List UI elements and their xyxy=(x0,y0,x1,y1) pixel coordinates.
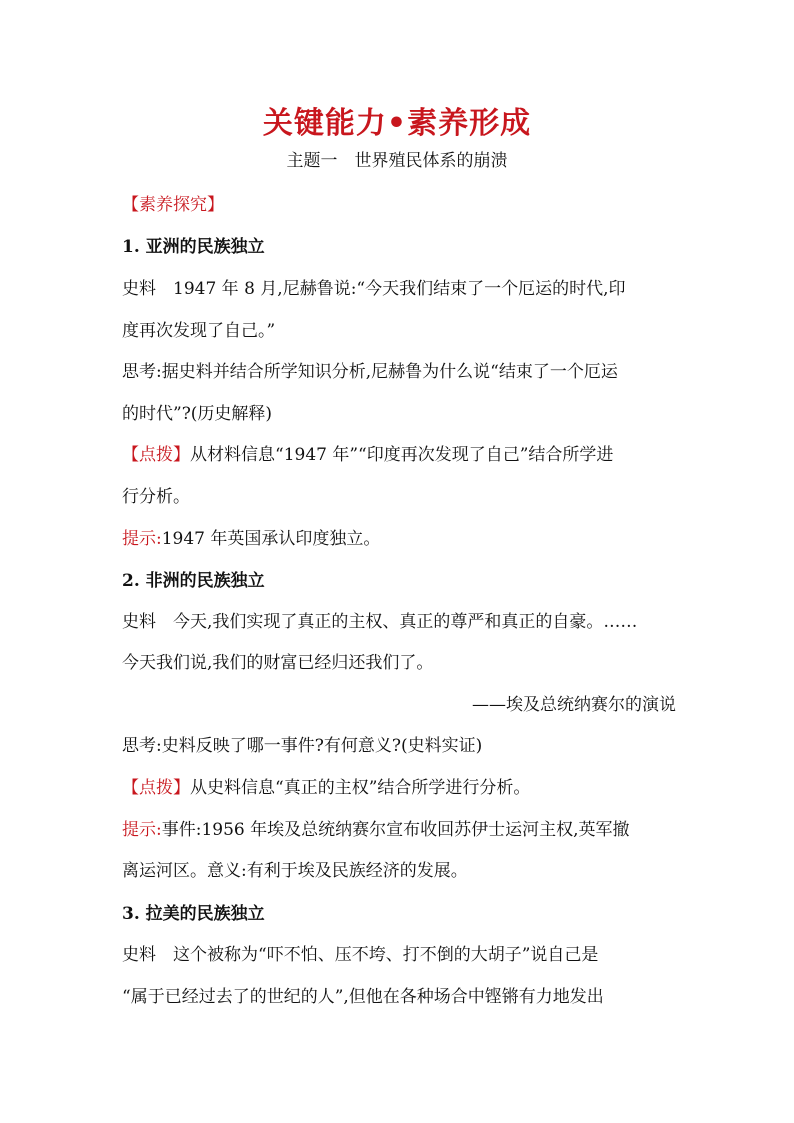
page-title: 关键能力•素养形成 xyxy=(262,106,532,141)
section-heading-africa: 2. 非洲的民族独立 xyxy=(122,571,265,591)
source-attribution: ——埃及总统纳赛尔的演说 xyxy=(472,695,676,715)
page-subtitle: 主题一 世界殖民体系的崩溃 xyxy=(286,151,508,171)
tip-text-line: 行分析。 xyxy=(122,487,190,507)
section-tag: 【素养探究】 xyxy=(122,195,224,215)
tip-label: 【点拨】 xyxy=(122,445,190,465)
tip-text: 从史料信息“真正的主权”结合所学进行分析。 xyxy=(190,778,531,798)
tip-label: 【点拨】 xyxy=(122,778,190,798)
question-text-line: 思考:据史料并结合所学知识分析,尼赫鲁为什么说“结束了一个厄运 xyxy=(122,362,618,382)
hint-line xyxy=(122,524,380,549)
hint-text-line: 离运河区。意义:有利于埃及民族经济的发展。 xyxy=(122,861,468,881)
source-text-line: 史料 1947 年 8 月,尼赫鲁说:“今天我们结束了一个厄运的时代,印 xyxy=(122,279,626,299)
question-text-line: 思考:史料反映了哪一事件?有何意义?(史料实证) xyxy=(122,736,483,756)
tip-line xyxy=(122,440,613,465)
hint-text: 1947 年英国承认印度独立。 xyxy=(161,529,381,549)
tip-line xyxy=(122,773,530,798)
tip-text: 从材料信息“1947 年”“印度再次发现了自己”结合所学进 xyxy=(190,445,614,465)
question-text-line: 的时代”?(历史解释) xyxy=(122,404,273,424)
hint-label: 提示: xyxy=(122,529,162,549)
source-text-line: 今天我们说,我们的财富已经归还我们了。 xyxy=(122,653,434,673)
hint-line xyxy=(122,815,630,840)
section-heading-asia: 1. 亚洲的民族独立 xyxy=(122,237,265,257)
section-heading-latin-america: 3. 拉美的民族独立 xyxy=(122,904,265,924)
source-text-line: 史料 今天,我们实现了真正的主权、真正的尊严和真正的自豪。…… xyxy=(122,612,638,632)
hint-text: 事件:1956 年埃及总统纳赛尔宣布收回苏伊士运河主权,英军撤 xyxy=(161,820,630,840)
source-text-line: 史料 这个被称为“吓不怕、压不垮、打不倒的大胡子”说自己是 xyxy=(122,945,599,965)
source-text-line: “属于已经过去了的世纪的人”,但他在各种场合中铿锵有力地发出 xyxy=(122,987,604,1007)
source-text-line: 度再次发现了自己。” xyxy=(122,321,276,341)
hint-label: 提示: xyxy=(122,820,162,840)
